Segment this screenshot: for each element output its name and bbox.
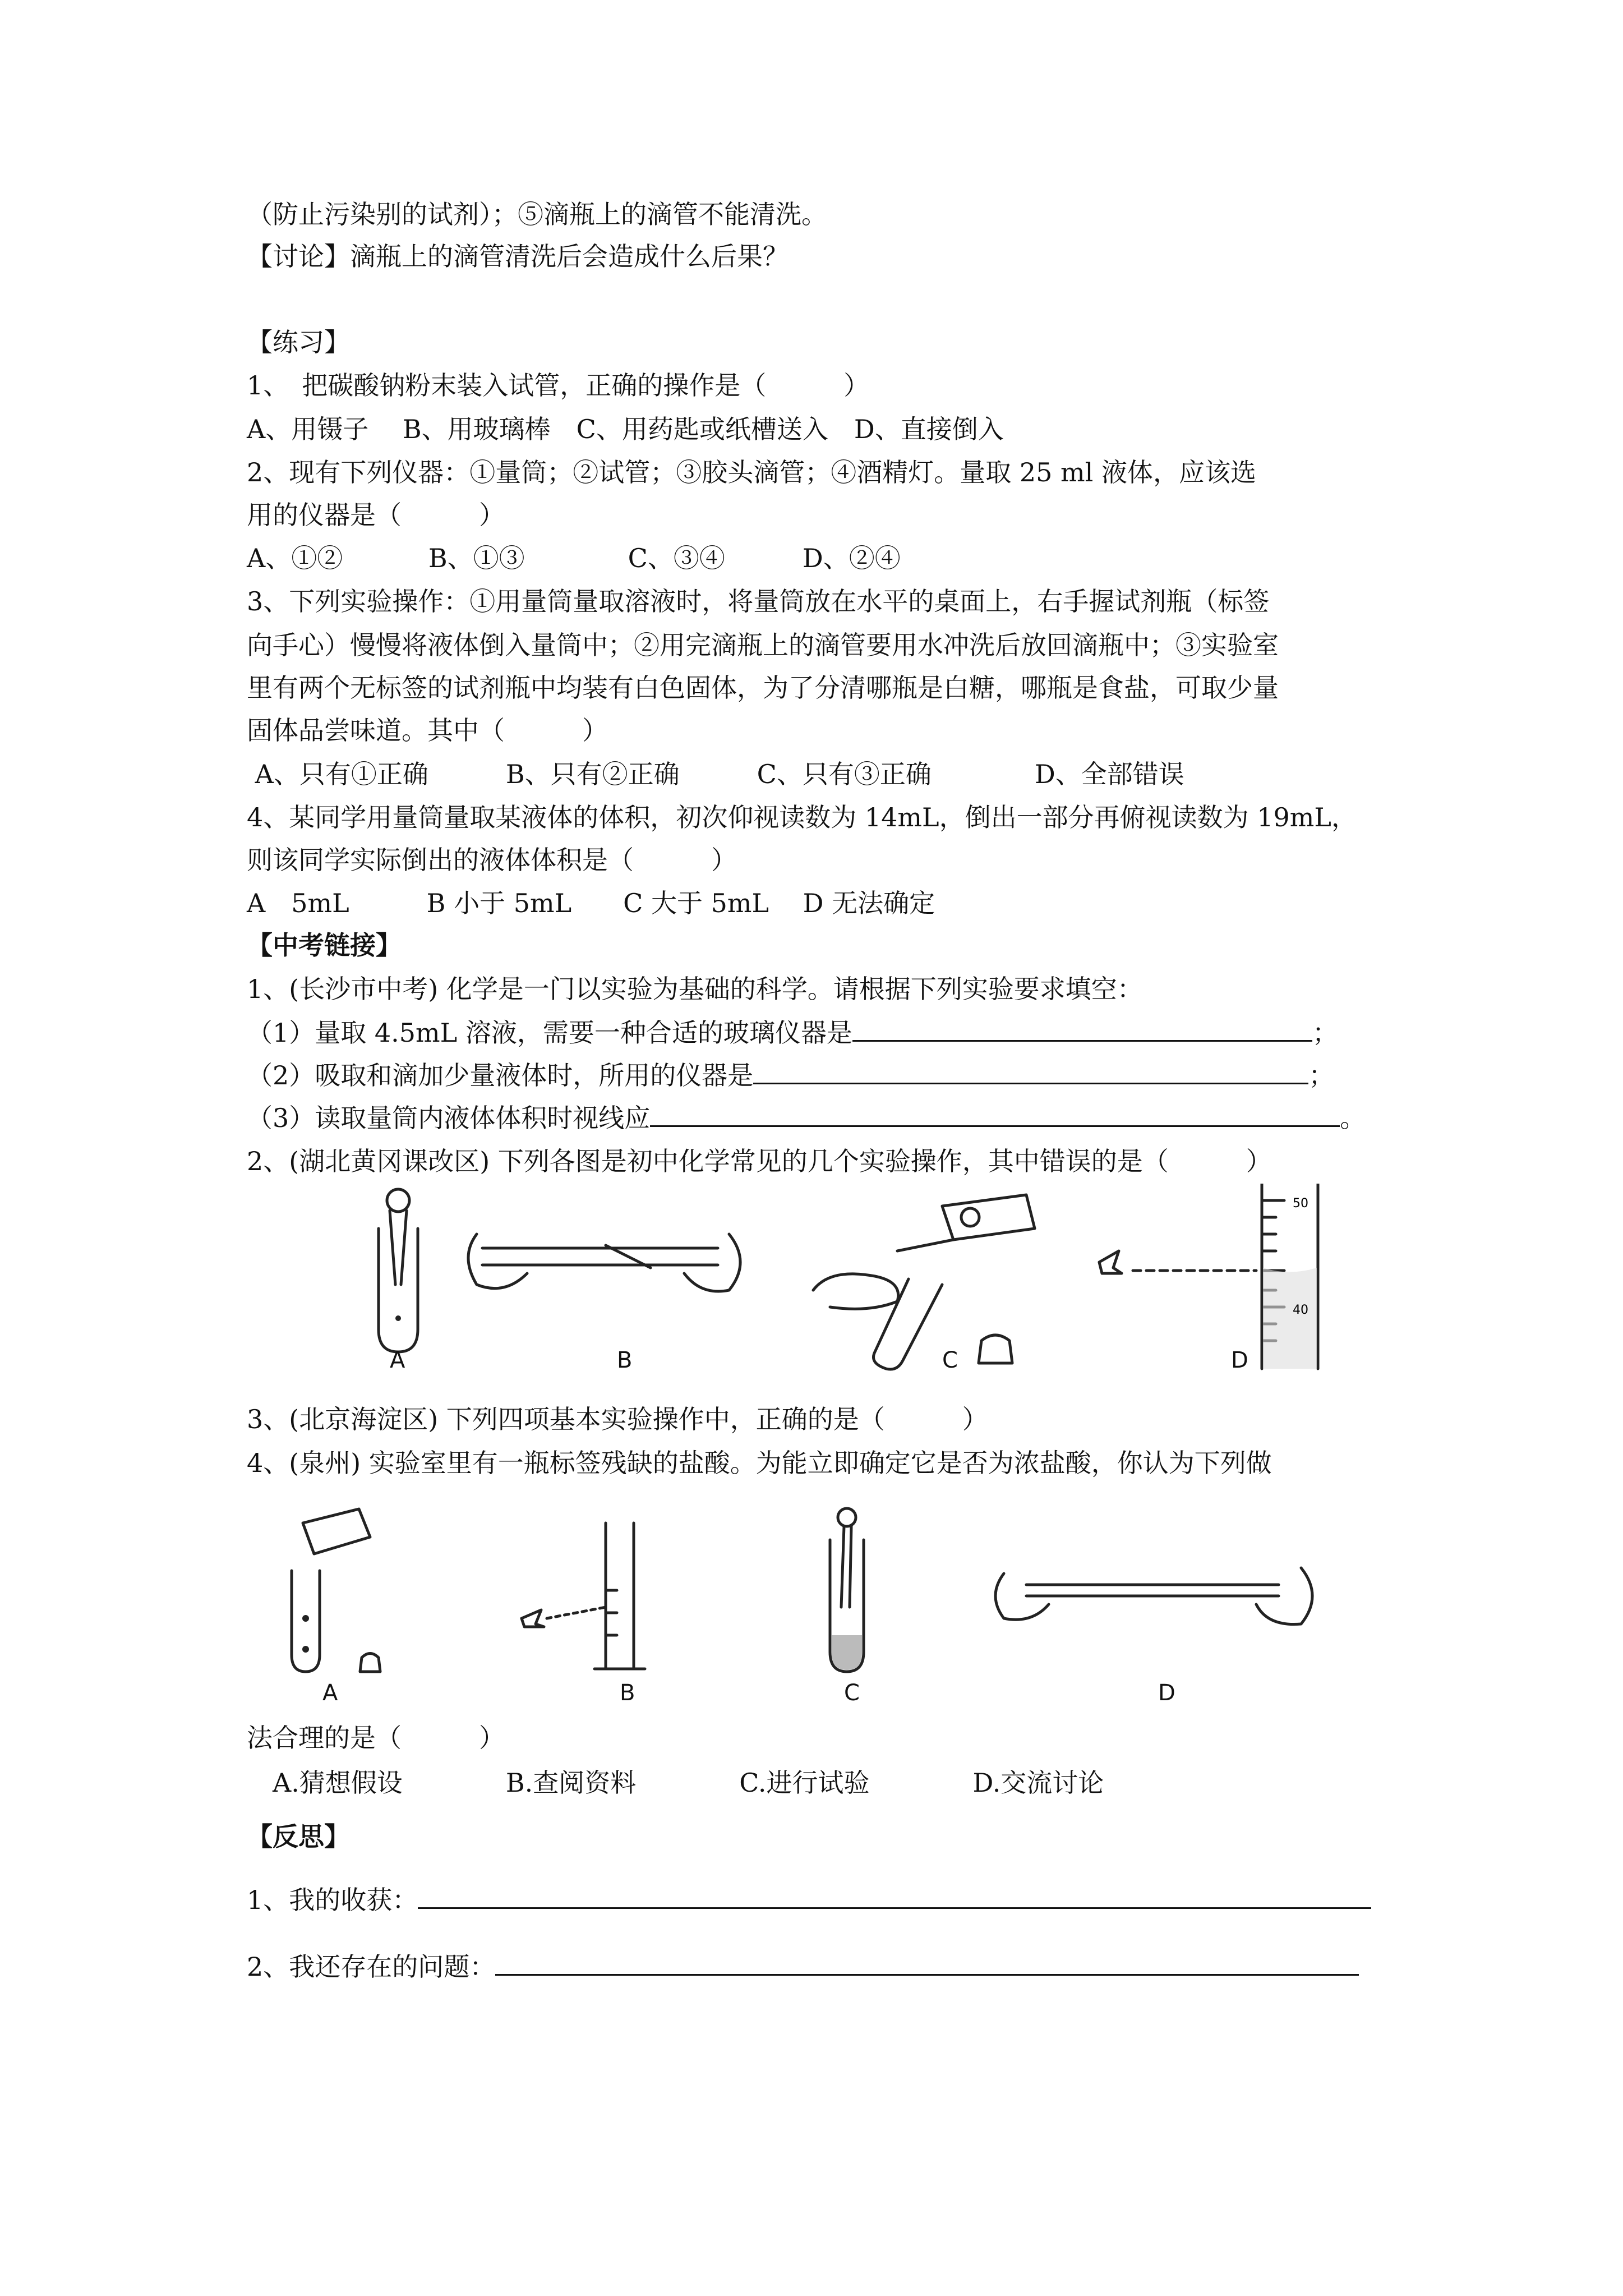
practice-q3-line3: 里有两个无标签的试剂瓶中均装有白色固体，为了分清哪瓶是白糖，哪瓶是食盐，可取少量 (247, 673, 1279, 703)
reflection-heading: 【反思】 (247, 1821, 350, 1852)
exam-q1-b-end: ； (1308, 1060, 1335, 1091)
tube-pouring-illustration (292, 1509, 380, 1672)
exam-q1-c (247, 1101, 1366, 1135)
horizontal-tube-illustration (468, 1234, 740, 1291)
answer-blank[interactable] (650, 1101, 1340, 1127)
exam-q1-a (247, 1015, 1338, 1050)
intro-line: （防止污染别的试剂）；⑤滴瓶上的滴管不能清洗。 (247, 199, 827, 229)
answer-blank[interactable] (852, 1015, 1312, 1042)
practice-q2-line1: 2、现有下列仪器：①量筒；②试管；③胶头滴管；④酒精灯。量取 25 ml 液体，应该选 (247, 457, 1256, 487)
exam-heading: 【中考链接】 (247, 930, 402, 960)
reading-cylinder-illustration (1099, 1184, 1318, 1369)
pouring-liquid-illustration (813, 1195, 1035, 1369)
practice-heading: 【练习】 (247, 327, 350, 357)
fig1-label-c: C (942, 1347, 958, 1373)
reflection-item-2-label: 2、我还存在的问题： (247, 1952, 496, 1982)
cylinder-mark-50: 50 (1293, 1197, 1308, 1211)
cylinder-reading-illustration (522, 1523, 645, 1669)
discussion-line: 【讨论】滴瓶上的滴管清洗后会造成什么后果？ (247, 241, 789, 272)
dropper-in-tube-illustration (379, 1189, 418, 1352)
exam-q4-options: A.猜想假设 B.查阅资料 C.进行试验 D.交流讨论 (247, 1768, 1104, 1798)
exam-q2: 2、(湖北黄冈课改区) 下列各图是初中化学常见的几个实验操作，其中错误的是（ ） (247, 1146, 1272, 1176)
exam-q1-c-text: （3）读取量筒内液体体积时视线应 (247, 1103, 651, 1133)
practice-q3-line4: 固体品尝味道。其中（ ） (247, 715, 608, 746)
exam-q4: 4、(泉州) 实验室里有一瓶标签残缺的盐酸。为能立即确定它是否为浓盐酸，你认为下列做 (247, 1448, 1272, 1478)
answer-blank[interactable] (753, 1058, 1308, 1084)
exam-q1-a-end: ； (1312, 1018, 1338, 1048)
hands-tube-illustration (995, 1568, 1312, 1625)
exam-q3: 3、(北京海淀区) 下列四项基本实验操作中，正确的是（ ） (247, 1404, 988, 1434)
fig2-label-a: A (322, 1680, 338, 1706)
exam-q1: 1、(长沙市中考) 化学是一门以实验为基础的科学。请根据下列实验要求填空： (247, 974, 1143, 1004)
cylinder-mark-40: 40 (1293, 1303, 1308, 1317)
practice-q3-line1: 3、下列实验操作：①用量筒量取溶液时，将量筒放在水平的桌面上，右手握试剂瓶（标签 (247, 586, 1270, 616)
practice-q4-line2: 则该同学实际倒出的液体体积是（ ） (247, 845, 737, 875)
practice-q4-options: A 5mL B 小于 5mL C 大于 5mL D 无法确定 (247, 888, 935, 918)
experiment-figure-2 (258, 1506, 1368, 1680)
practice-q1: 1、 把碳酸钠粉末装入试管，正确的操作是（ ） (247, 370, 870, 401)
fig1-label-a: A (390, 1347, 405, 1373)
exam-q4-cont: 法合理的是（ ） (247, 1723, 505, 1753)
reflection-answer-line[interactable] (495, 1949, 1359, 1976)
exam-q1-c-end: 。 (1340, 1103, 1366, 1133)
fig2-label-c: C (844, 1680, 860, 1706)
practice-q4-line1: 4、某同学用量筒量取某液体的体积，初次仰视读数为 14mL，倒出一部分再俯视读数为 19mL， (247, 802, 1357, 832)
reflection-answer-line[interactable] (418, 1883, 1371, 1909)
dropper-tube-illustration (830, 1508, 864, 1672)
reflection-item-1-label: 1、我的收获： (247, 1885, 418, 1915)
fig1-label-b: B (617, 1347, 633, 1373)
practice-q1-options: A、用镊子 B、用玻璃棒 C、用药匙或纸槽送入 D、直接倒入 (247, 414, 1004, 444)
exam-q1-b-text: （2）吸取和滴加少量液体时，所用的仪器是 (247, 1060, 754, 1091)
practice-q3-line2: 向手心）慢慢将液体倒入量筒中；②用完滴瓶上的滴管要用水冲洗后放回滴瓶中；③实验室 (247, 630, 1279, 660)
fig2-label-b: B (620, 1680, 635, 1706)
practice-q3-options: A、只有①正确 B、只有②正确 C、只有③正确 D、全部错误 (247, 759, 1184, 789)
practice-q2-line2: 用的仪器是（ ） (247, 500, 505, 530)
fig1-label-d: D (1231, 1347, 1248, 1373)
fig2-label-d: D (1158, 1680, 1175, 1706)
exam-q1-a-text: （1）量取 4.5mL 溶液，需要一种合适的玻璃仪器是 (247, 1018, 852, 1048)
exam-q1-b (247, 1058, 1334, 1092)
practice-q2-options: A、①② B、①③ C、③④ D、②④ (247, 543, 901, 573)
reflection-item-2 (247, 1949, 1359, 1984)
reflection-item-1 (247, 1883, 1371, 1917)
